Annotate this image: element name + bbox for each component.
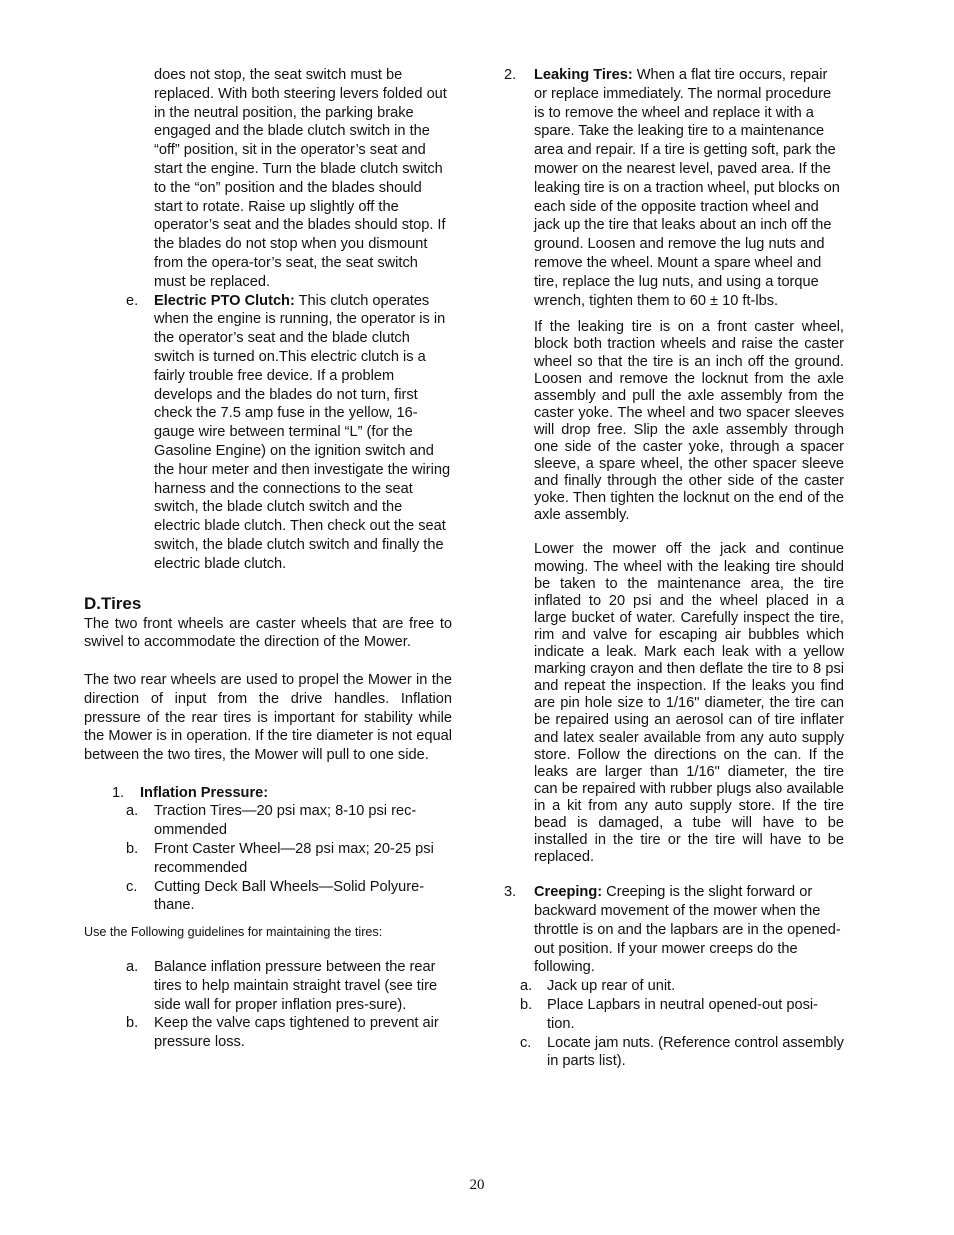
- item-marker: c.: [126, 878, 138, 895]
- item-marker: b.: [126, 841, 139, 858]
- guidelines-intro: Use the Following guidelines for maintaining the tires:: [84, 925, 383, 940]
- item-text: Locate jam nuts. (Reference control assembly in parts list).: [547, 1034, 844, 1070]
- front-wheels-paragraph: The two front wheels are caster wheels that are free to swivel to accommodate the direction of the Mower.: [84, 615, 452, 651]
- seat-switch-paragraph: does not stop, the seat switch must be replaced. With both steering levers folded out in the neutral position, the parking brake engaged and the blade clutch switch in the “off” position, sit in the operator’s seat and start the engine. Turn the blade clutch switch to the “on” position and the blades should start to rotate. Raise up slightly off the operator’s seat and the blades should stop. If the blades do not stop when you dismount from the opera-tor’s seat, the seat switch must be replaced.: [154, 67, 447, 290]
- item-text: Place Lapbars in neutral opened-out posi-tion.: [547, 997, 818, 1032]
- item-marker: a.: [520, 978, 533, 995]
- item-text: This clutch operates when the engine is running, the operator is in the operator’s seat and the blade clutch switch is turned on.This electric clutch is a fairly trouble free device. If a problem develops and the blades do not turn, first check the 7.5 amp fuse in the yellow, 16-gauge wire between terminal “L” (for the Gasoline Engine) on the ignition switch and the hour meter and then investigate the wiring harness and the connections to the seat switch, the blade clutch switch and the electric blade clutch. Then check out the seat switch, the blade clutch switch and finally the electric blade clutch.: [154, 292, 451, 572]
- list-item: [504, 996, 844, 1034]
- item-marker: e.: [126, 292, 139, 309]
- item-text: Creeping is the slight forward or backward movement of the mower when the throttle is on and the lapbars are in the opened-out position. If your mower creeps do the following.: [534, 884, 841, 976]
- item-text: When a flat tire occurs, repair or replace immediately. The normal procedure is to remove the wheel and replace it with a spare. Take the leaking tire to a maintenance area and repair. If a tire is getting soft, park the mower on the nearest level, paved area. If the leaking tire is on a traction wheel, put blocks on each side of the opposite traction wheel and jack up the tire that leaks about an inch off the ground. Loosen and remove the lug nuts and remove the wheel. Mount a spare wheel and tire, replace the lug nuts, and using a torque wrench, tighten them to 60 ± 10 ft-lbs.: [534, 67, 840, 309]
- item-title: Inflation Pressure:: [140, 784, 269, 801]
- left-column: [84, 66, 452, 1052]
- list-item: [504, 1034, 844, 1072]
- item-marker: a.: [126, 959, 139, 976]
- list-item: [84, 840, 452, 878]
- item-text: Keep the valve caps tightened to prevent air pressure loss.: [154, 1015, 439, 1051]
- item-marker: 2.: [504, 67, 517, 83]
- item-marker: b.: [126, 1015, 139, 1032]
- item-text: Traction Tires—20 psi max; 8-10 psi rec-ommended: [154, 803, 417, 839]
- item-text: Jack up rear of unit.: [547, 978, 676, 995]
- creeping-item: [504, 883, 844, 977]
- list-item: [84, 1014, 452, 1052]
- item-marker: c.: [520, 1034, 532, 1051]
- electric-pto-clutch-item: [84, 292, 452, 574]
- caster-wheel-paragraph: If the leaking tire is on a front caster wheel, block both traction wheels and raise the caster wheel so that the tire is an inch off the ground. Loosen and remove the locknut from the axle assembly and pull the axle assembly from the caster yoke. The wheel and two spacer sleeves will drop free. Slip the axle assembly through one side of the caster yoke, through a spacer sleeve, a spare wheel, the other spacer sleeve and finally through the other side of the caster yoke. Then tighten the locknut on the end of the axle assembly.: [534, 319, 844, 524]
- list-item: [504, 977, 844, 996]
- item-marker: 3.: [504, 884, 517, 901]
- repair-paragraph: Lower the mower off the jack and continue mowing. The wheel with the leaking tire should be taken to the maintenance area, the tire inflated to 20 psi and the wheel placed in a large bucket of water. Carefully inspect the tire, rim and valve for escaping air bubbles which indicate a leak. Mark each leak with a yellow marking crayon and then deflate the tire to 8 psi and repeat the inspection. If the leaks you find are pin hole size to 1/16" diameter, the tire can be repaired using an aerosol can of tire inflater and latex sealer available from any auto supply store. Follow the directions on the can. If the leaks are larger than 1/16" diameter, the tire can be repaired with rubber plugs also available in a kit from any auto supply store. If the tire bead is damaged, a tube will have to be installed in the tire or the tire will have to be replaced.: [534, 541, 844, 866]
- page-number: 20: [469, 1177, 485, 1193]
- list-item: [84, 878, 452, 916]
- inflation-pressure-item: [84, 784, 452, 803]
- item-title: Leaking Tires:: [534, 67, 633, 83]
- item-marker: 1.: [112, 784, 125, 801]
- item-text: Balance inflation pressure between the rear tires to help maintain straight travel (see tire side wall for proper inflation pres-sure).: [154, 959, 438, 1013]
- rear-wheels-paragraph: The two rear wheels are used to propel the Mower in the direction of input from the drive handles. Inflation pressure of the rear tires is important for stability while the Mower is in operation. If the tire diameter is not equal between the two tires, the Mower will pull to one side.: [84, 671, 452, 764]
- item-text: Front Caster Wheel—28 psi max; 20-25 psi recommended: [154, 841, 434, 876]
- item-marker: b.: [520, 997, 533, 1014]
- list-item: [84, 958, 452, 1014]
- leaking-tires-item: [504, 66, 844, 310]
- item-title: Electric PTO Clutch:: [154, 292, 295, 309]
- item-title: Creeping:: [534, 884, 603, 901]
- right-column: [504, 66, 844, 1071]
- section-heading: D.Tires: [84, 593, 142, 613]
- list-item: [84, 802, 452, 840]
- item-marker: a.: [126, 803, 139, 820]
- item-text: Cutting Deck Ball Wheels—Solid Polyure-thane.: [154, 878, 425, 914]
